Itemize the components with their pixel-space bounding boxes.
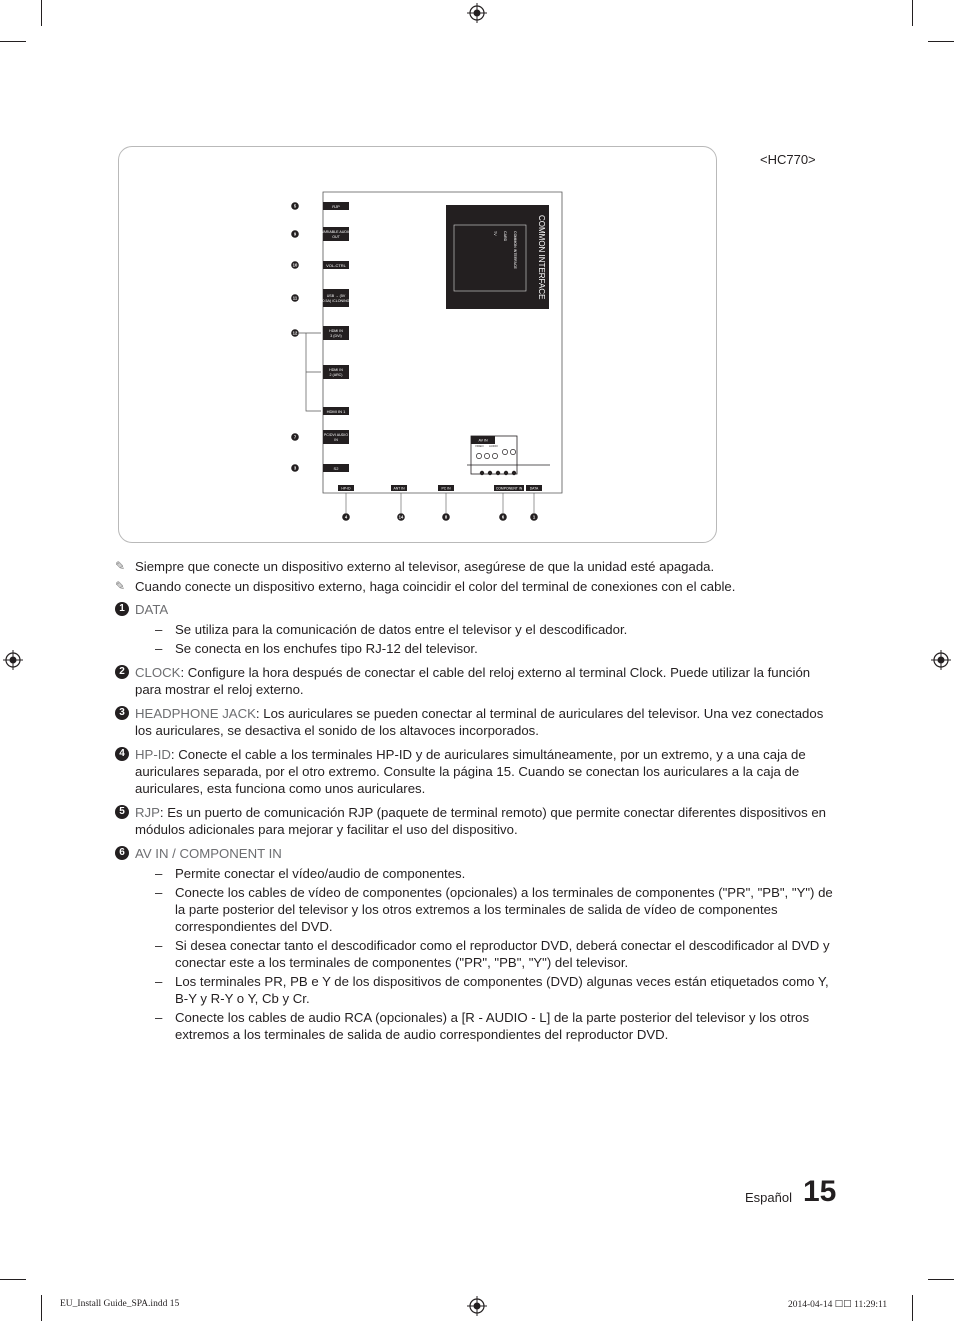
timestamp: 2014-04-14 ☐☐ 11:29:11 [788,1300,888,1310]
rca-jack [510,449,515,454]
notes-section [115,558,835,598]
crop-mark [928,41,954,42]
port-label-text: 0.5A) /CLONING [322,299,350,303]
ci-label: COMMON INTERFACE [537,215,546,300]
port-label-text: VARIABLE AUDIO [321,230,351,234]
callout-number: 11 [292,295,298,301]
tv-rear-diagram [119,147,718,544]
pencil-icon: ✎ [115,559,126,573]
connection-panel [118,146,717,543]
callout-number: 14 [398,514,404,520]
bottom-port-text: COMPONENT IN [495,486,523,491]
port-label-text: USB → (5V [326,294,346,298]
note: ✎ Cuando conecte un dispositivo externo, haga coincidir el color del terminal de conexiones con el cable. [115,579,736,594]
rca-jack [502,449,507,454]
number-badge: 6 [115,846,129,860]
list-item: – Si desea conectar tanto el descodificador como el reproductor DVD, deberá conectar el descodificador al DVD y conectar este a los terminales de componentes ("PR", "PB", "Y") del televisor. [155,938,830,970]
file-slug: EU_Install Guide_SPA.indd 15 [60,1299,180,1309]
number-badge: 2 [115,665,129,679]
rca-jack [504,471,508,475]
number-badge: 3 [115,706,129,720]
crop-mark [912,0,913,26]
bottom-port-text: DATA [529,486,539,491]
item-rjp: 5 RJP: Es un puerto de comunicación RJP (paquete de terminal remoto) que permite conectar diferentes dispositivos en módulos adicionales para mejorar y facilitar el uso del dispositivo. [115,804,835,838]
item-clock: 2 CLOCK: Configure la hora después de conectar el cable del reloj externo al terminal Clock. Puede utilizar la función para mostrar el reloj externo. [115,664,835,698]
note: ✎ Siempre que conecte un dispositivo externo al televisor, asegúrese de que la unidad esté apagada. [115,559,715,574]
item-headphone-jack: 3 HEADPHONE JACK: Los auriculares se pueden conectar al terminal de auriculares del televisor. Una vez conectados los auriculares, se desactiva el sonido de los altavoces incorporados. [115,705,835,739]
port-label-text: HDMI IN [329,368,343,372]
port-label-3 [323,289,349,307]
bottom-port-text: ANT IN [393,486,405,491]
port-label-text: IN [334,438,338,442]
callout-number: 8 [444,514,448,520]
crop-mark [41,1295,42,1321]
callout-number: 10 [292,262,298,268]
common-interface-slot [446,205,549,309]
item-title: RJP [135,805,160,820]
items-list [115,601,835,1050]
ci-inner-text: TV [493,231,497,236]
port-label-text: RJP [332,204,340,210]
registration-mark-icon [467,1296,487,1316]
crop-mark [0,1279,26,1280]
list-item: – Conecte los cables de vídeo de componentes (opcionales) a los terminales de componentes ("PR", "PB", "Y") de la parte posterior del televisor y los otros extremos a los terminales de salida de vídeo de componentes correspondientes del DVD. [155,885,833,934]
hdmi-bracket [299,333,321,411]
bottom-port-text: PC IN [441,486,451,491]
item-title: AV IN / COMPONENT IN [135,846,282,861]
rca-jack [492,453,497,458]
av-sub-label: AUDIO [489,444,498,448]
footer-language: Español [745,1190,792,1205]
number-badge: 4 [115,747,129,761]
item-av-component-in [115,845,835,1043]
ci-inner-text: CARD [503,231,507,242]
list-item: – Los terminales PR, PB e Y de los dispositivos de componentes (DVD) algunas veces están etiquetados como Y, B-Y y R-Y o Y, Cb y Cr. [155,974,829,1006]
pencil-icon: ✎ [115,579,126,593]
rca-jack [512,471,516,475]
rca-jack [488,471,492,475]
rca-jack [496,471,500,475]
rca-jack [480,471,484,475]
port-label-text: VOL-CTRL [326,263,346,269]
av-label: AV IN [478,438,488,443]
bottom-port-text: HP-ID [341,486,351,491]
port-label-text: 2 (ARC) [329,373,343,377]
rca-jack [484,453,489,458]
crop-mark [0,41,26,42]
callout-number: 3 [293,465,297,471]
crop-mark [912,1295,913,1321]
number-badge: 5 [115,805,129,819]
item-hp-id: 4 HP-ID: Conecte el cable a los terminales HP-ID y de auriculares simultáneamente, por un extremo, y a una caja de auriculares separada, por el otro extremo. Consulte la página 15. Cuando se conectan los auriculares a la caja de auriculares, esta funciona como unos auriculares. [115,746,835,797]
port-label-text: HDMI IN [329,329,343,333]
port-label-text: S2 [333,466,339,472]
item-data [115,601,835,657]
list-item: – Se utiliza para la comunicación de datos entre el televisor y el descodificador. [155,622,628,637]
item-title: HEADPHONE JACK [135,706,256,721]
list-item: – Conecte los cables de audio RCA (opcionales) a [R - AUDIO - L] de la parte posterior del televisor y los otros extremos a los terminales de salida de audio correspondientes del reproductor DVD. [155,1010,810,1042]
list-item: – Permite conectar el vídeo/audio de componentes. [155,866,466,881]
callout-number: 1 [532,514,536,520]
number-badge: 1 [115,602,129,616]
callout-number: 4 [344,514,348,520]
crop-mark [41,0,42,26]
rca-jack [476,453,481,458]
callout-number: 9 [293,231,297,237]
callout-number: 6 [501,514,505,520]
registration-mark-icon [931,650,951,670]
model-label: <HC770> [760,152,816,167]
port-label-text: PC/DVI AUDIO [323,433,349,437]
port-label-text: 3 (DVI) [330,334,342,338]
port-label-text: HDMI IN 1 [326,409,346,415]
registration-mark-icon [467,3,487,23]
item-title: CLOCK [135,665,181,680]
page-number: 15 [803,1175,837,1208]
callout-number: 7 [293,434,297,440]
registration-mark-icon [3,650,23,670]
item-title: HP-ID [135,747,171,762]
ci-inner-text: COMMON INTERFACE [513,231,517,269]
av-sub-label: VIDEO [475,444,484,448]
callout-number: 12 [292,330,298,336]
crop-mark [928,1279,954,1280]
list-item: – Se conecta en los enchufes tipo RJ-12 del televisor. [155,641,478,656]
callout-number: 5 [293,203,297,209]
port-label-text: OUT [332,235,340,239]
item-title: DATA [135,602,169,617]
